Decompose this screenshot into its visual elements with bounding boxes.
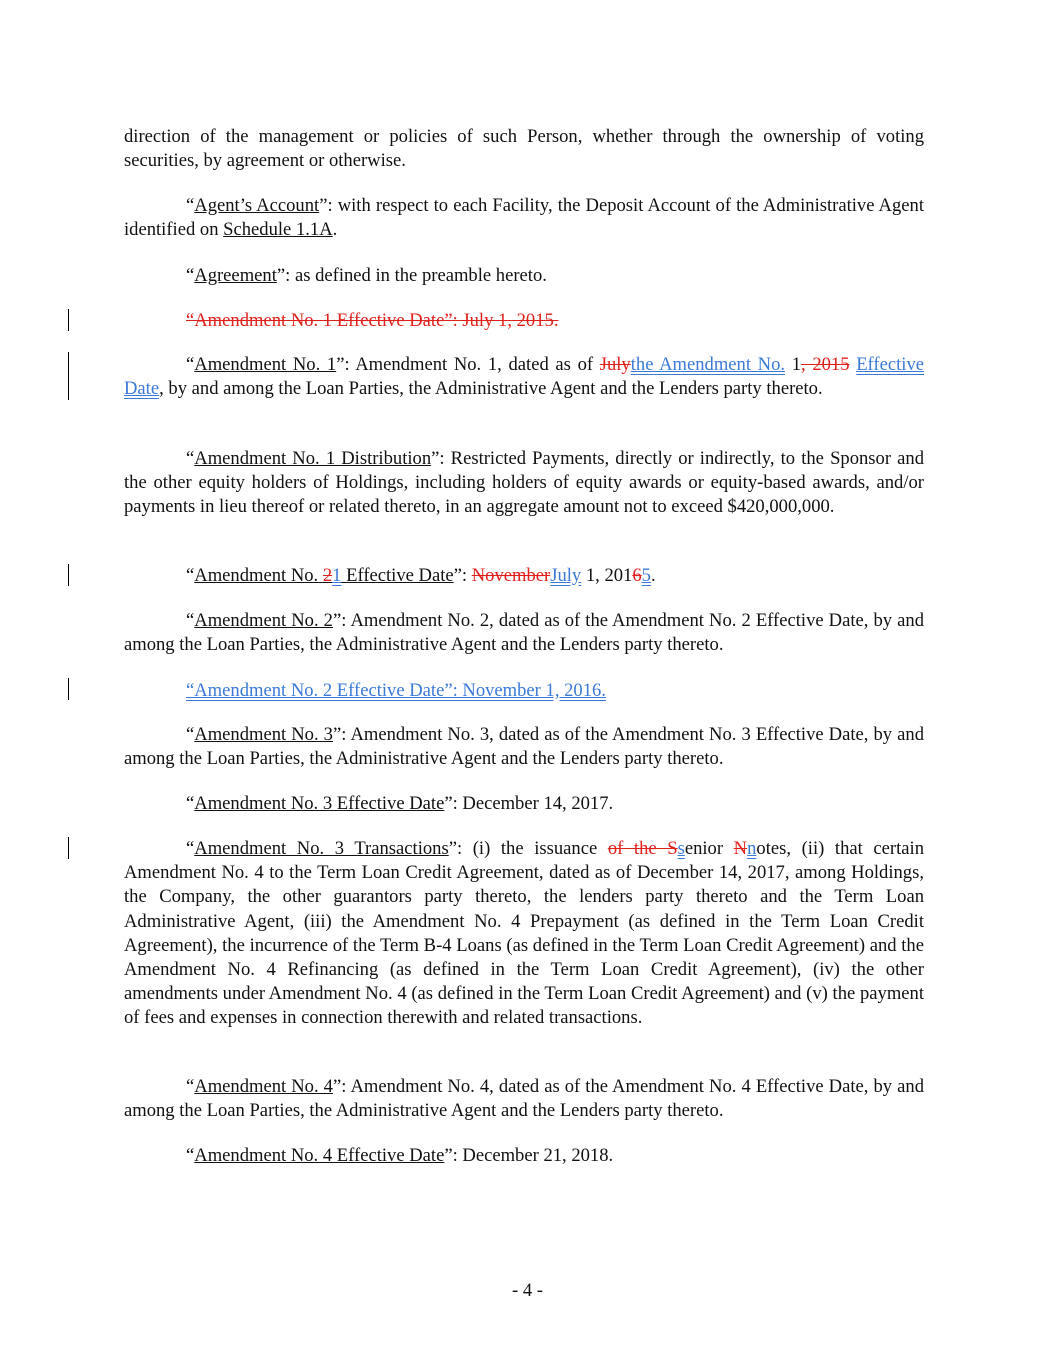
change-bar [68,837,69,859]
inserted-text: n [747,838,757,859]
definition-amendment-1: “Amendment No. 1”: Amendment No. 1, dated as of Julythe Amendment No. 1, 2015 Effective Date, by and among the Loan Parties, the Administrative Agent and the Lenders party thereto. [124,354,924,400]
definition-amendment-1-distribution: “Amendment No. 1 Distribution”: Restricted Payments, directly or indirectly, to the Sponsor and the other equity holders of Holdings, including holders of equity awards or equity-based awards, and/or payments in lieu thereof or related thereto, in an aggregate amount not to exceed $420,000,000. [124,448,925,518]
paragraph-continuation [124,125,924,173]
inserted-text: “Amendment No. 2 Effective Date”: November 1, 2016. [186,680,606,701]
defined-term: Amendment No. 3 Effective Date [194,793,445,814]
defined-term: Amendment No. 1 [194,354,337,375]
change-bar [68,309,69,331]
definition-amendment-1-effective-date: “Amendment No. 21 Effective Date”: NovemberJuly 1, 20165. [186,565,656,586]
inserted-definition [124,679,924,703]
defined-term: Agreement [194,265,277,286]
defined-term: Amendment No. 3 Transactions [194,838,449,859]
deleted-text: , 2015 [801,354,850,375]
deleted-text: “Amendment No. 1 Effective Date”: July 1, 2015. [186,310,559,331]
paragraph-text: direction of the management or policies of such Person, whether through the ownership of voting securities, by agreement or otherwise. [124,126,924,172]
definition-agreement: “Agreement”: as defined in the preamble hereto. [186,265,547,286]
deleted-text: July [599,354,631,375]
definition-amendment-2: “Amendment No. 2”: Amendment No. 2, dated as of the Amendment No. 2 Effective Date, by and among the Loan Parties, the Administrative Agent and the Lenders party thereto. [124,610,924,656]
deleted-text: 6 [632,565,642,586]
definition-amendment-4: “Amendment No. 4”: Amendment No. 4, dated as of the Amendment No. 4 Effective Date, by and among the Loan Parties, the Administrative Agent and the Lenders party thereto. [124,1076,924,1122]
inserted-text: July [550,565,582,586]
defined-term: Amendment No. 4 [194,1076,333,1097]
deleted-definition [124,309,924,333]
deleted-text: N [733,838,748,859]
inserted-text: 1 [332,565,342,586]
deleted-text: November [471,565,551,586]
inserted-text: the Amendment No. [630,354,786,375]
definition-amendment-3-transactions: “Amendment No. 3 Transactions”: (i) the issuance of the Ssenior Nnotes, (ii) that certain Amendment No. 4 to the Term Loan Credit Agreement, dated as of December 14, 2017, among Holdings, the Company, the other guarantors party thereto, the lenders party thereto and the Term Loan Administrative Agent, (iii) the Amendment No. 4 Prepayment (as defined in the Term Loan Credit Agreement), the incurrence of the Term B-4 Loans (as defined in the Term Loan Credit Agreement) and the Amendment No. 4 Refinancing (as defined in the Term Loan Credit Agreement), (iv) the other amendments under Amendment No. 4 (as defined in the Term Loan Credit Agreement) and (v) the payment of fees and expenses in connection therewith and related transactions. [124,838,924,1029]
defined-term: Amendment No. 1 Distribution [194,448,432,469]
deleted-text: of the S [607,838,678,859]
schedule-reference: Schedule 1.1A [223,219,333,241]
inserted-text: 5 [641,565,651,586]
definition-amendment-4-effective-date: “Amendment No. 4 Effective Date”: December 21, 2018. [186,1145,614,1166]
inserted-text: Effective Date [124,354,924,400]
page-number: - 4 - [512,1280,543,1301]
definition-agents-account: “Agent’s Account”: with respect to each Facility, the Deposit Account of the Administrative Agent identified on Schedule 1.1A. [124,195,924,241]
defined-term: Amendment No. 3 [194,724,333,745]
definition-amendment-3: “Amendment No. 3”: Amendment No. 3, dated as of the Amendment No. 3 Effective Date, by and among the Loan Parties, the Administrative Agent and the Lenders party thereto. [124,724,924,770]
change-bar [68,352,69,400]
defined-term: Agent’s Account [194,195,320,216]
change-bar [68,564,69,586]
defined-term: Amendment No. 4 Effective Date [194,1145,445,1166]
defined-term: Amendment No. 2 [194,610,333,631]
inserted-text: s [677,838,685,859]
defined-term: Amendment No. 21 Effective Date [194,565,454,586]
deleted-text: 2 [322,565,333,586]
definition-amendment-3-effective-date: “Amendment No. 3 Effective Date”: December 14, 2017. [186,793,614,814]
change-bar [68,678,69,700]
